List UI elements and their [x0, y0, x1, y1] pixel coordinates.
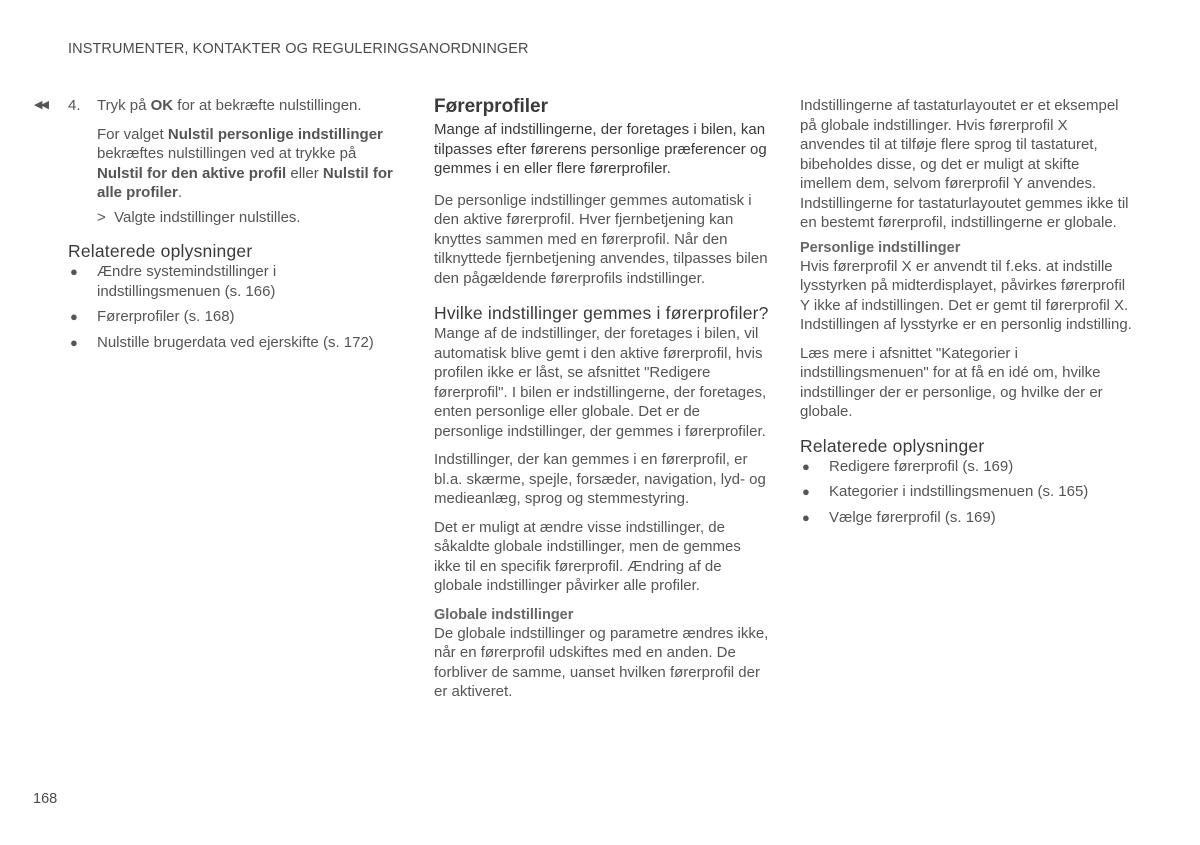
related-link[interactable]	[68, 333, 393, 353]
bullet-icon: ●	[70, 309, 78, 324]
related-link-text[interactable]: Vælge førerprofil (s. 169)	[829, 508, 996, 526]
step-text-part: Tryk på	[97, 97, 151, 114]
related-link-text[interactable]: Nulstille brugerdata ved ejerskifte (s. 172)	[97, 333, 374, 351]
related-link[interactable]	[800, 482, 1135, 502]
related-link[interactable]	[800, 508, 1135, 528]
column-middle	[434, 96, 769, 702]
step-text	[97, 96, 393, 116]
column-right	[800, 96, 1135, 533]
page-title: Førerprofiler	[434, 96, 549, 117]
note-option: Nulstil personlige indstillinger	[167, 125, 383, 143]
result-text: Valgte indstillinger nulstilles.	[114, 208, 301, 226]
bullet-icon: ●	[802, 458, 810, 474]
paragraph: Læs mere i afsnittet "Kategorier i indstillingsmenuen" for at få en idé om, hvilke indstillinger der er personlige, og hvilke der er globale.	[800, 344, 1103, 420]
note-option: Nulstil for den aktive profil	[97, 164, 287, 182]
related-link[interactable]	[68, 262, 393, 301]
step-result	[68, 208, 393, 228]
sub-heading: Hvilke indstillinger gemmes i førerprofiler?	[434, 303, 769, 323]
paragraph: Indstillingerne af tastaturlayoutet er et eksempel på globale indstillinger. Hvis førerprofil X anvendes til at tilføje flere sprog til tastaturet, bibeholdes disse, og det er muligt at skifte imellem dem, selvom førerprofil Y anvendes. Indstillingerne for tastaturlayoutet gemmes ikke til en bestemt førerprofil, indstillingerne er globale.	[800, 97, 1129, 231]
related-link[interactable]	[800, 457, 1135, 477]
note-option: Nulstil for alle profiler	[97, 164, 393, 201]
column-left	[68, 96, 393, 358]
note-part: For valget	[97, 125, 168, 143]
paragraph: Indstillinger, der kan gemmes i en førerprofil, er bl.a. skærme, spejle, forsæder, navigation, lyd- og medieanlæg, sprog og stemmestyring.	[434, 451, 766, 507]
bullet-icon: ●	[802, 484, 810, 499]
minor-heading: Personlige indstillinger	[800, 239, 961, 256]
lead-paragraph: Mange af indstillingerne, der foretages i bilen, kan tilpasses efter førerens personlige præferencer og gemmes i en eller flere førerprofiler.	[434, 121, 767, 177]
page-number: 168	[33, 791, 58, 807]
step-number: 4.	[68, 97, 81, 114]
step-note	[68, 125, 393, 203]
related-link[interactable]	[68, 307, 393, 327]
related-link-text[interactable]: Redigere førerprofil (s. 169)	[829, 457, 1014, 475]
related-link-text[interactable]: Kategorier i indstillingsmenuen (s. 165)	[829, 483, 1089, 500]
step-item	[68, 96, 393, 116]
step-text-part: for at bekræfte nulstillingen.	[173, 97, 362, 114]
paragraph: Det er muligt at ændre visse indstillinger, de såkaldte globale indstillinger, men de gemmes ikke til en specifik førerprofil. Ændring af de globale indstillinger påvirker alle profiler.	[434, 518, 741, 594]
note-part: .	[177, 184, 183, 201]
ok-keyword: OK	[150, 97, 174, 114]
related-link-text[interactable]: Ændre systemindstillinger i indstillingsmenuen (s. 166)	[97, 263, 277, 300]
paragraph: Hvis førerprofil X er anvendt til f.eks. at indstille lysstyrken på midterdisplayet, påvirkes førerprofil Y ikke af indstillingen. Det er gemt til førerprofil X. Indstillingen af lysstyrke er en personlig indstilling.	[800, 257, 1132, 333]
related-link-text[interactable]: Førerprofiler (s. 168)	[97, 308, 235, 325]
running-header: INSTRUMENTER, KONTAKTER OG REGULERINGSANORDNINGER	[68, 41, 529, 57]
paragraph: Mange af de indstillinger, der foretages i bilen, vil automatisk blive gemt i den aktive førerprofil, hvis profilen ikke er låst, se afsnittet "Redigere førerprofil". I bilen er indstillingerne, der foretages, enten personlige eller globale. Det er de personlige indstillinger, der gemmes i førerprofiler.	[434, 325, 767, 440]
bullet-icon: ●	[70, 334, 78, 350]
related-list	[800, 457, 1135, 528]
minor-heading: Globale indstillinger	[434, 606, 574, 623]
note-part: eller	[286, 164, 323, 182]
bullet-icon: ●	[802, 509, 810, 525]
related-list	[68, 262, 393, 352]
paragraph: De globale indstillinger og parametre ændres ikke, når en førerprofil udskiftes med en anden. De forbliver de samme, uanset hvilken førerprofil der er aktiveret.	[434, 624, 769, 700]
result-marker: >	[97, 208, 106, 226]
bullet-icon: ●	[70, 264, 78, 279]
related-heading: Relaterede oplysninger	[800, 435, 985, 456]
paragraph: De personlige indstillinger gemmes automatisk i den aktive førerprofil. Hver fjernbetjening kan knyttes sammen med en førerprofil. Når den tilknyttede fjernbetjening anvendes, tilpasses bilen den pågældende førerprofils indstillinger.	[434, 191, 768, 287]
related-heading: Relaterede oplysninger	[68, 241, 253, 261]
previous-page-icon[interactable]: ◀◀	[34, 99, 47, 111]
note-part: bekræftes nulstillingen ved at trykke på	[97, 145, 357, 162]
